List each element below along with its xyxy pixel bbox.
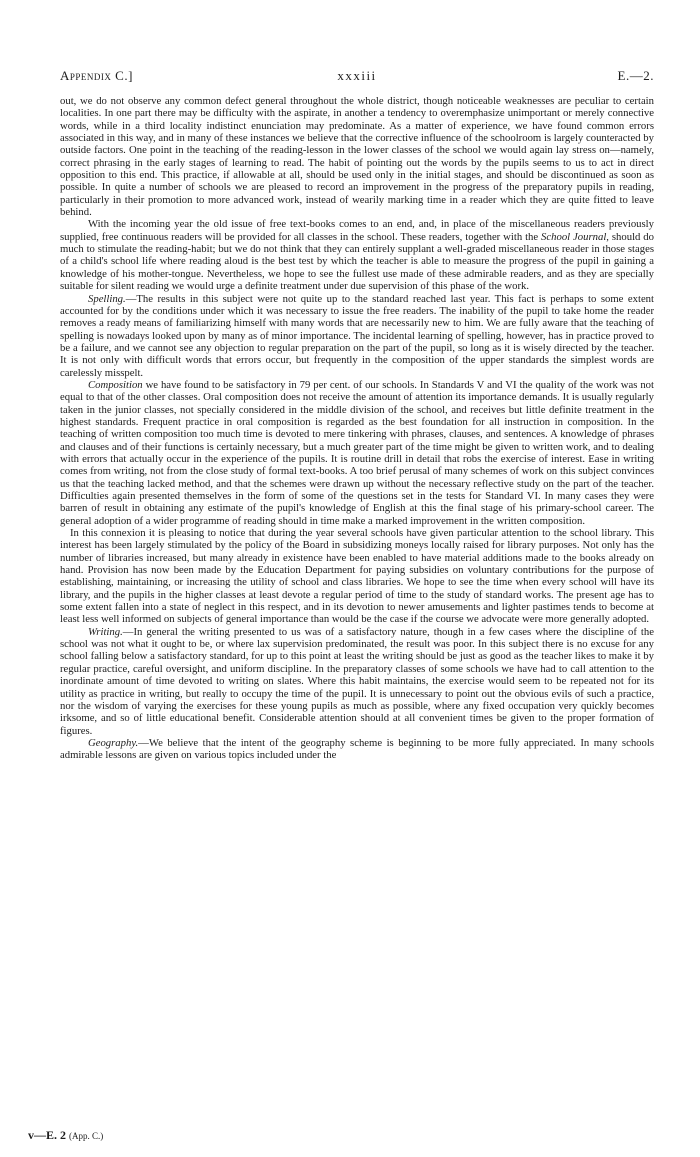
appendix-label: Appendix C.]	[60, 68, 133, 83]
paragraph-writing: Writing.—In general the writing presented to us was of a satisfactory nature, though in a few cases where the discipline of the school was not what it ought to be, or where lax supervision predominated, the result was poor. In this subject there is no excuse for any school falling below a satisfactory standard, for up to this point at least the writing should be just as good as the teacher likes to make it by regular practice, careful oversight, and uniform discipline. In the preparatory classes of some schools we have had to call attention to the inordinate amount of time devoted to writing on slates. Where this habit maintains, the exercise would seem to be repeated not for its utility as practice in writing, but really to occupy the time of the pupil. It is unnecessary to point out the obvious evils of such a practice, nor the wisdom of varying the exercises for these young pupils as much as possible, where any fixed occupation very quickly becomes irksome, and so of little educational benefit. Considerable attention should at all convenient times be given to the proper formation of figures.	[60, 625, 654, 737]
school-journal-title: School Journal	[541, 230, 607, 243]
paragraph-geography: Geography.—We believe that the intent of the geography scheme is beginning to be more fully appreciated. In many schools admirable lessons are given on various topics included under the	[60, 736, 654, 762]
page-header	[60, 68, 654, 88]
page-body	[60, 95, 654, 762]
paragraph-library: In this connexion it is pleasing to notice that during the year several schools have given particular attention to the school library. This interest has been largely stimulated by the policy of the Board in subsidizing moneys locally raised for library purposes. Not only has the number of libraries increased, but many already in existence have been enabled to have material additions made to the books already on hand. Provision has now been made by the Education Department for paying subsidies on voluntary contributions for the purpose of establishing, maintaining, or increasing the utility of school and class libraries. We hope to see the time when every school will have its library, and the pupils in the higher classes at least devote a regular period of time to the study of standard works. The present age has to some extent fallen into a state of neglect in this respect, and in its devotion to newer amusements and lighter pastimes tends to become at least less well informed on subjects of general importance than would be the case if the course we advocate were more generally adopted.	[60, 527, 654, 626]
page-footer	[28, 1128, 103, 1143]
document-code: E.—2.	[617, 68, 654, 83]
page-number: xxxiii	[337, 68, 377, 83]
paragraph-composition: Composition we have found to be satisfactory in 79 per cent. of our schools. In Standards V and VI the quality of the work was not equal to that of the other classes. Oral composition does not receive the amount of attention its importance demands. It is usually regularly taken in the junior classes, not specially considered in the middle division of the school, and receives but little definite treatment in the highest standards. Frequent practice in oral composition is regarded as the best foundation for all instruction in composition. In the teaching of written composition too much time is devoted to mere tinkering with phrases, clauses, and sentences. A knowledge of phrases and clauses and of their functions is certainly necessary, but a much greater part of the time might be given to written work, and to dealing with errors that actually occur in the experience of the pupils. It is routine drill in detail that robs the exercise of interest. Ease in writing comes from writing, not from the close study of formal text-books. A too brief perusal of many schemes of work on this subject convinces us that the teaching lacked method, and that the schemes were drawn up without the necessary reflective study on the part of the teacher. Difficulties again presented themselves in the form of some of the questions set in the tests for Standard VI. In many cases they were barren of result in obtaining any estimate of the pupil's knowledge of English at this the final stage of his primary-school career. The general adoption of a wider programme of reading should in time make a marked improvement in the written composition.	[60, 378, 654, 527]
signature-mark: v—E. 2	[28, 1128, 67, 1142]
writing-heading: Writing.	[88, 625, 123, 638]
paragraph-reading-cont: out, we do not observe any common defect general throughout the whole district, though noticeable weaknesses are peculiar to certain localities. In one part there may be difficulty with the aspirate, in another a tendency to overemphasize unimportant or merely connective words, while in a third locality indistinct enunciation may predominate. As a matter of experience, we have found common errors associated in this way, and in many of these instances we believe that the corrective influence of the schoolroom is largely counteracted by outside factors. One point in the teaching of the reading-lesson in the lower classes of the school we would again lay stress on—namely, correct phrasing in the early stages of learning to read. The habit of pointing out the words by the pupils seems to us to act in direct opposition to this end. This practice, if allowable at all, should be used only in the initial stages, and should be discontinued as soon as possible. In quite a number of schools we are pleased to record an improvement in the progress of the preparatory pupils in reading, particularly in their promotion to more advanced work, instead of wearily marking time in a reader which they are quite fitted to leave behind.	[60, 95, 654, 219]
spelling-heading: Spelling.	[88, 292, 126, 305]
paragraph-spelling: Spelling.—The results in this subject were not quite up to the standard reached last year. This fact is perhaps to some extent accounted for by the conditions under which it was necessary to issue the free readers. The inability of the pupil to take home the reader removes a ready means of familiarizing himself with many words that are necessarily new to him. We are fully aware that the teaching of spelling is nowadays looked upon by many as of minor importance. The incidental learning of spelling, however, has in practice proved to be a failure, and we cannot see any objection to regular preparation on the part of the pupil, so long as it is wisely directed by the teacher. It is not only with difficult words that errors occur, but frequently in the composition of the upper standards the simplest words are carelessly misspelt.	[60, 292, 654, 379]
signature-note: (App. C.)	[69, 1131, 104, 1141]
geography-heading: Geography.	[88, 736, 139, 749]
paragraph-text-books: With the incoming year the old issue of free text-books comes to an end, and, in place of the miscellaneous readers previously supplied, free continuous readers will be provided for all classes in the school. These readers, together with the School Journal, should do much to stimulate the reading-habit; but we do not think that they can entirely supplant a well-graded miscellaneous reader in those stages of a child's school life where reading aloud is the best test by which the teacher is able to measure the progress of the pupil in gaining a knowledge of his mother-tongue. Nevertheless, we hope to see the fullest use made of these admirable readers, and as they are specially suitable for silent reading we would urge a definite treatment under due supervision of this phase of the work.	[60, 218, 654, 293]
composition-heading: Composition	[88, 378, 143, 391]
